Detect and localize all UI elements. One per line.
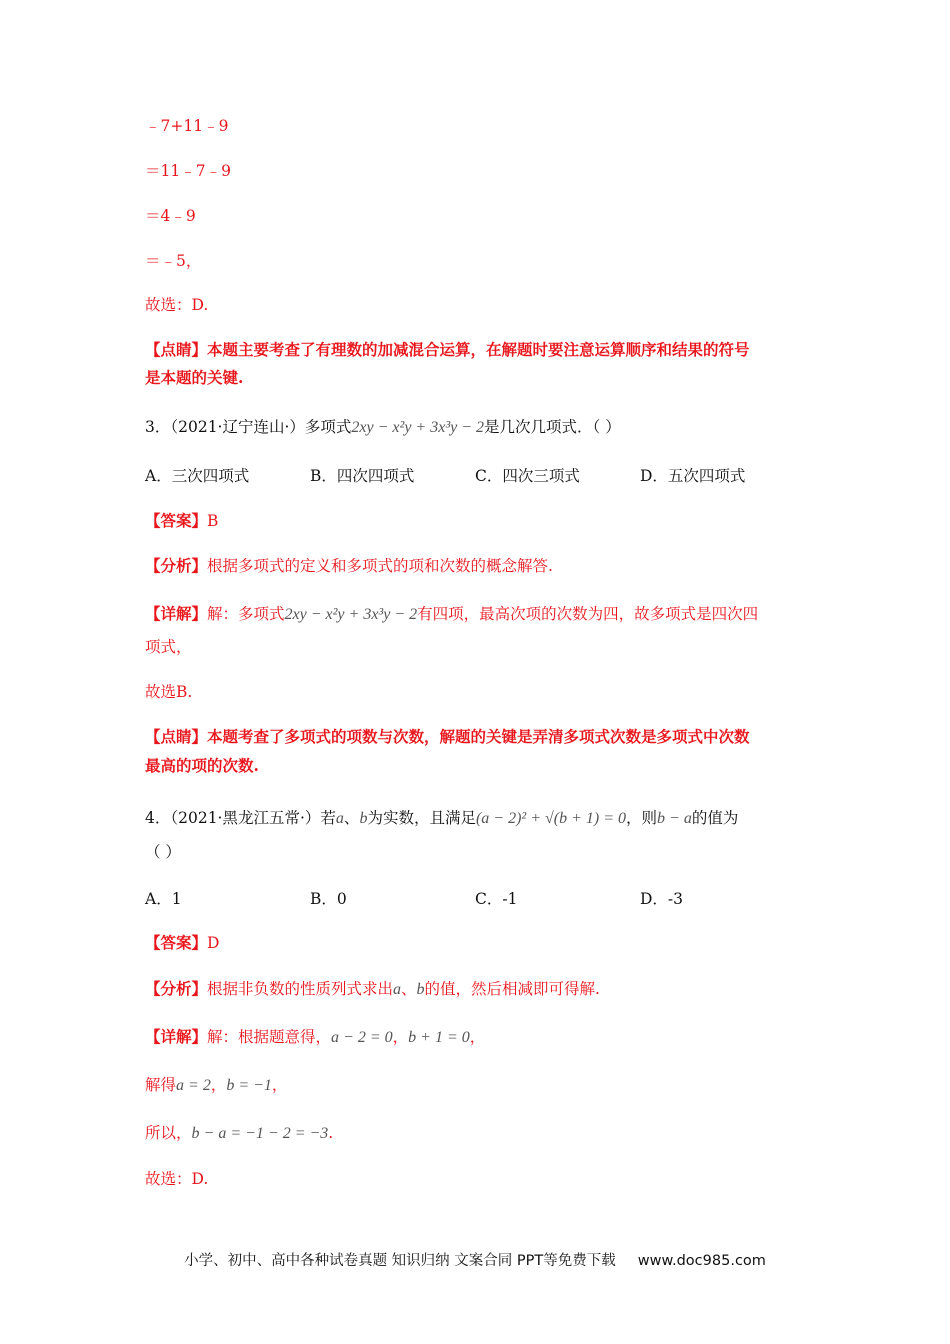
comment-tag: 【点睛】 bbox=[145, 340, 208, 359]
q4-option-c: C．-1 bbox=[475, 890, 518, 908]
detail-polynomial: 2xy − x²y + 3x³y − 2 bbox=[284, 606, 418, 623]
q4-detail bbox=[145, 1026, 485, 1049]
q3-polynomial: 2xy − x²y + 3x³y − 2 bbox=[351, 419, 485, 436]
q4-expr: b − a bbox=[657, 810, 692, 827]
comment-text: 本题主要考查了有理数的加减混合运算，在解题时要注意运算顺序和结果的符号 bbox=[207, 340, 750, 359]
q3-comment-line-1 bbox=[145, 726, 750, 748]
detail-tag: 【详解】 bbox=[145, 604, 208, 623]
q4-stem-line-2: （ ） bbox=[145, 843, 181, 861]
detail-end: ， bbox=[469, 1028, 486, 1046]
q4-answer bbox=[145, 932, 219, 954]
analysis-var-a: a bbox=[393, 981, 402, 998]
solve-eq-2: b = −1 bbox=[226, 1077, 272, 1094]
q3-option-d: D．五次四项式 bbox=[640, 467, 746, 485]
q4-var-a: a bbox=[335, 810, 344, 827]
answer-text: D bbox=[207, 934, 220, 952]
q3-detail-line-2: 项式， bbox=[145, 638, 192, 656]
so-prefix: 所以， bbox=[145, 1124, 192, 1142]
q3-conclusion: 故选B. bbox=[145, 683, 193, 701]
calc-line-4: ＝﹣5， bbox=[145, 252, 202, 270]
q4-option-b: B．0 bbox=[310, 890, 347, 908]
q4-stem-prefix: 4．（2021·黑龙江五常·）若 bbox=[145, 809, 336, 827]
analysis-sep: 、 bbox=[401, 980, 417, 998]
so-end: . bbox=[328, 1124, 334, 1142]
comment-text: 本题考查了多项式的项数与次数，解题的关键是弄清多项式次数是多项式中次数 bbox=[207, 727, 750, 746]
page-footer bbox=[0, 1249, 950, 1270]
q4-mid: 为实数，且满足 bbox=[367, 809, 476, 827]
solve-comma: ， bbox=[210, 1076, 227, 1094]
q4-option-d: D．-3 bbox=[640, 890, 684, 908]
analysis-tag: 【分析】 bbox=[145, 556, 208, 575]
q3-comment-line-2: 最高的项的次数. bbox=[145, 756, 259, 775]
analysis-var-b: b bbox=[416, 981, 425, 998]
q4-option-a: A．1 bbox=[145, 890, 182, 908]
q2-comment-line-2: 是本题的关键. bbox=[145, 368, 244, 387]
answer-text: B bbox=[207, 512, 219, 530]
solve-prefix: 解得 bbox=[145, 1076, 177, 1094]
detail-eq-1: a − 2 = 0 bbox=[331, 1029, 393, 1046]
q3-option-a: A．三次四项式 bbox=[145, 467, 250, 485]
q4-condition: (a − 2)² + √(b + 1) = 0 bbox=[475, 810, 627, 827]
q3-stem-prefix: 3．（2021·辽宁连山·）多项式 bbox=[145, 418, 352, 436]
q3-option-c: C．四次三项式 bbox=[475, 467, 580, 485]
q4-conclusion: 故选：D. bbox=[145, 1170, 209, 1188]
detail-comma: ， bbox=[392, 1028, 409, 1046]
q3-stem-suffix: 是几次几项式．（ ） bbox=[484, 418, 621, 436]
q4-then: ，则 bbox=[626, 809, 658, 827]
footer-text: 小学、初中、高中各种试卷真题 知识归纳 文案合同 PPT等免费下载 bbox=[184, 1253, 616, 1269]
q3-detail-line-1 bbox=[145, 603, 758, 626]
so-eq: b − a = −1 − 2 = −3 bbox=[191, 1125, 329, 1142]
q2-comment-line-1 bbox=[145, 339, 750, 361]
solve-end: ， bbox=[271, 1076, 288, 1094]
calc-line-2: ＝11﹣7﹣9 bbox=[145, 162, 231, 180]
detail-prefix: 解：根据题意得， bbox=[207, 1028, 332, 1046]
analysis-suffix: 的值，然后相减即可得解. bbox=[424, 980, 600, 998]
q4-var-b: b bbox=[359, 810, 368, 827]
analysis-prefix: 根据非负数的性质列式求出 bbox=[207, 980, 394, 998]
analysis-text: 根据多项式的定义和多项式的项和次数的概念解答. bbox=[207, 557, 553, 575]
q4-stem-suffix: 的值为 bbox=[691, 809, 739, 827]
q4-sep: 、 bbox=[343, 809, 360, 827]
analysis-tag: 【分析】 bbox=[145, 979, 208, 998]
q2-conclusion: 故选：D. bbox=[145, 296, 209, 314]
q3-stem bbox=[145, 416, 621, 439]
detail-eq-2: b + 1 = 0 bbox=[408, 1029, 470, 1046]
comment-tag: 【点睛】 bbox=[145, 727, 208, 746]
q3-answer bbox=[145, 510, 218, 532]
answer-tag: 【答案】 bbox=[145, 511, 208, 530]
q4-stem bbox=[145, 807, 738, 830]
q3-analysis bbox=[145, 555, 553, 577]
q4-so bbox=[145, 1122, 333, 1145]
footer-site-link[interactable]: www.doc985.com bbox=[637, 1253, 766, 1269]
q4-analysis bbox=[145, 978, 600, 1001]
detail-tag: 【详解】 bbox=[145, 1027, 208, 1046]
detail-suffix: 有四项，最高次项的次数为四，故多项式是四次四 bbox=[417, 605, 759, 623]
solve-eq-1: a = 2 bbox=[176, 1077, 211, 1094]
calc-line-1: ﹣7+11﹣9 bbox=[145, 117, 229, 135]
answer-tag: 【答案】 bbox=[145, 933, 208, 952]
detail-prefix: 解：多项式 bbox=[207, 605, 285, 623]
calc-line-3: ＝4﹣9 bbox=[145, 207, 196, 225]
q4-solve bbox=[145, 1074, 287, 1097]
q3-option-b: B．四次四项式 bbox=[310, 467, 415, 485]
